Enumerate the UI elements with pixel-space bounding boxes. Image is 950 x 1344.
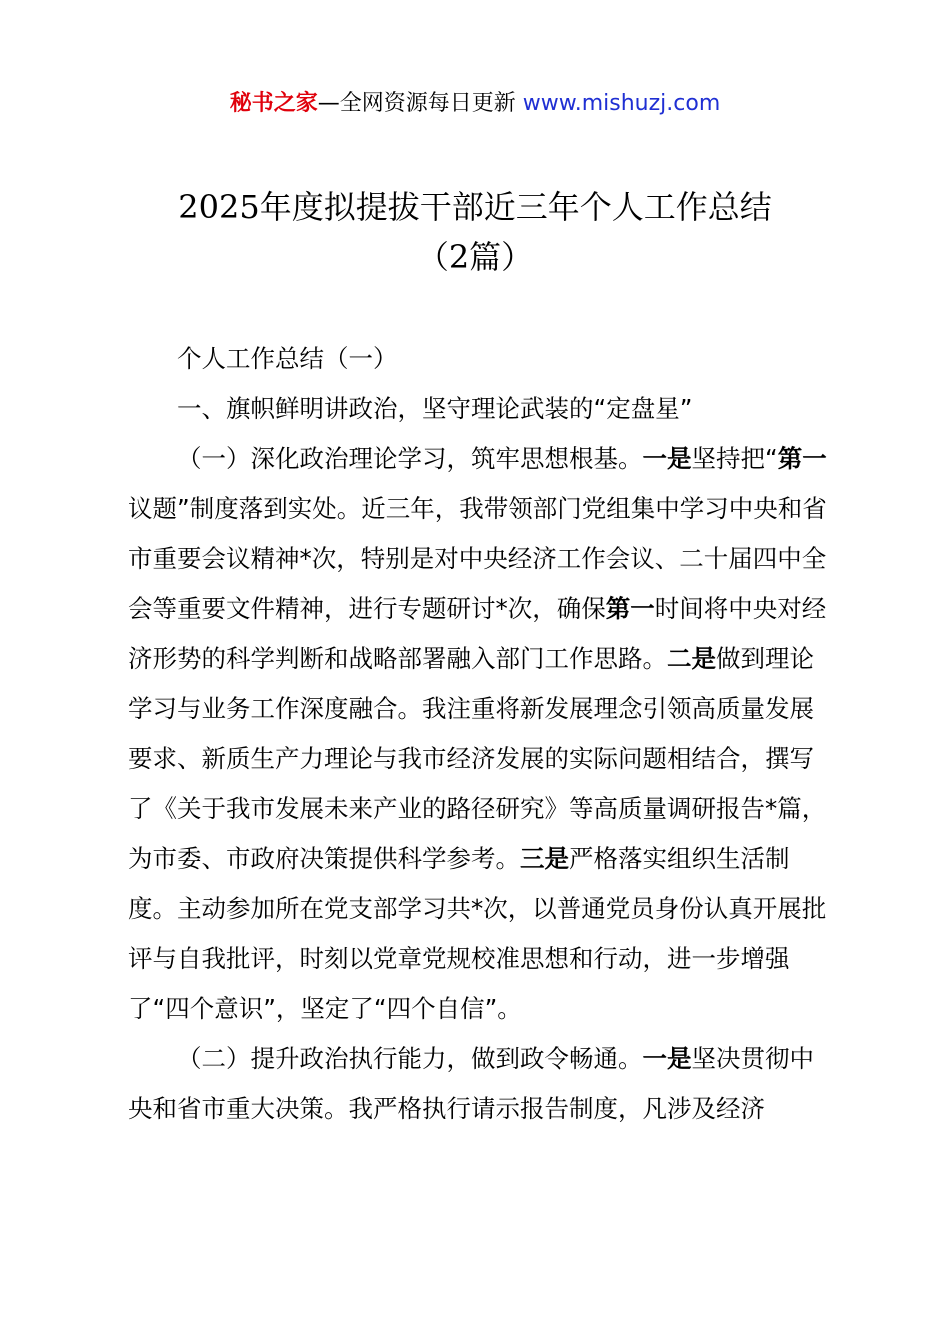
para1-text-4: 时间将中央对经济形势的科学判断和战略部署融入部门工作思路。 <box>128 594 827 673</box>
para1-bold-3: 第一 <box>605 594 655 623</box>
document-body <box>128 334 833 1134</box>
site-url-link[interactable]: www.mishuzj.com <box>522 91 721 116</box>
brand-name: 秘书之家 <box>229 91 318 116</box>
para1-bold-5: 三是 <box>520 844 569 873</box>
para1-text-6: 严格落实组织生活制度。主动参加所在党支部学习共*次，以普通党员身份认真开展批评与自我批评，时刻以党章党规校准思想和行动，进一步增强了“四个意识”，坚定了“四个自信”。 <box>128 844 827 1023</box>
para1-bold-1: 一是 <box>642 444 692 473</box>
header-tagline: —全网资源每日更新 <box>317 91 523 116</box>
para2-text-2: 坚决贯彻中央和省市重大决策。我严格执行请示报告制度，凡涉及经济 <box>128 1044 814 1123</box>
section-heading: 一、旗帜鲜明讲政治，坚守理论武装的“定盘星” <box>177 394 693 423</box>
title-line-1: 2025年度拟提拔干部近三年个人工作总结 <box>178 188 772 226</box>
para2-bold-1: 一是 <box>642 1044 692 1073</box>
site-header <box>0 88 950 120</box>
para2-text-1: （二）提升政治执行能力，做到政令畅通。 <box>177 1044 643 1073</box>
title-line-2: （2篇） <box>416 238 534 276</box>
para1-text-5: 做到理论学习与业务工作深度融合。我注重将新发展理念引领高质量发展要求、新质生产力理论与我市经济发展的实际问题相结合，撰写了《关于我市发展未来产业的路径研究》等高质量调研报告*篇，为市委、市政府决策提供科学参考。 <box>128 644 827 873</box>
para1-text-3: 议题”制度落到实处。近三年，我带领部门党组集中学习中央和省市重要会议精神*次，特别是对中央经济工作会议、二十届四中全会等重要文件精神，进行专题研讨*次，确保 <box>128 494 827 623</box>
paragraph-2 <box>128 1034 833 1134</box>
para1-text-2: 坚持把“ <box>691 444 778 473</box>
para1-bold-4: 二是 <box>667 644 716 673</box>
document-title <box>0 182 950 282</box>
para1-bold-2: 第一 <box>777 444 827 473</box>
section-label: 个人工作总结（一） <box>177 344 398 373</box>
paragraph-1 <box>128 434 833 1034</box>
para1-text-1: （一）深化政治理论学习，筑牢思想根基。 <box>177 444 643 473</box>
